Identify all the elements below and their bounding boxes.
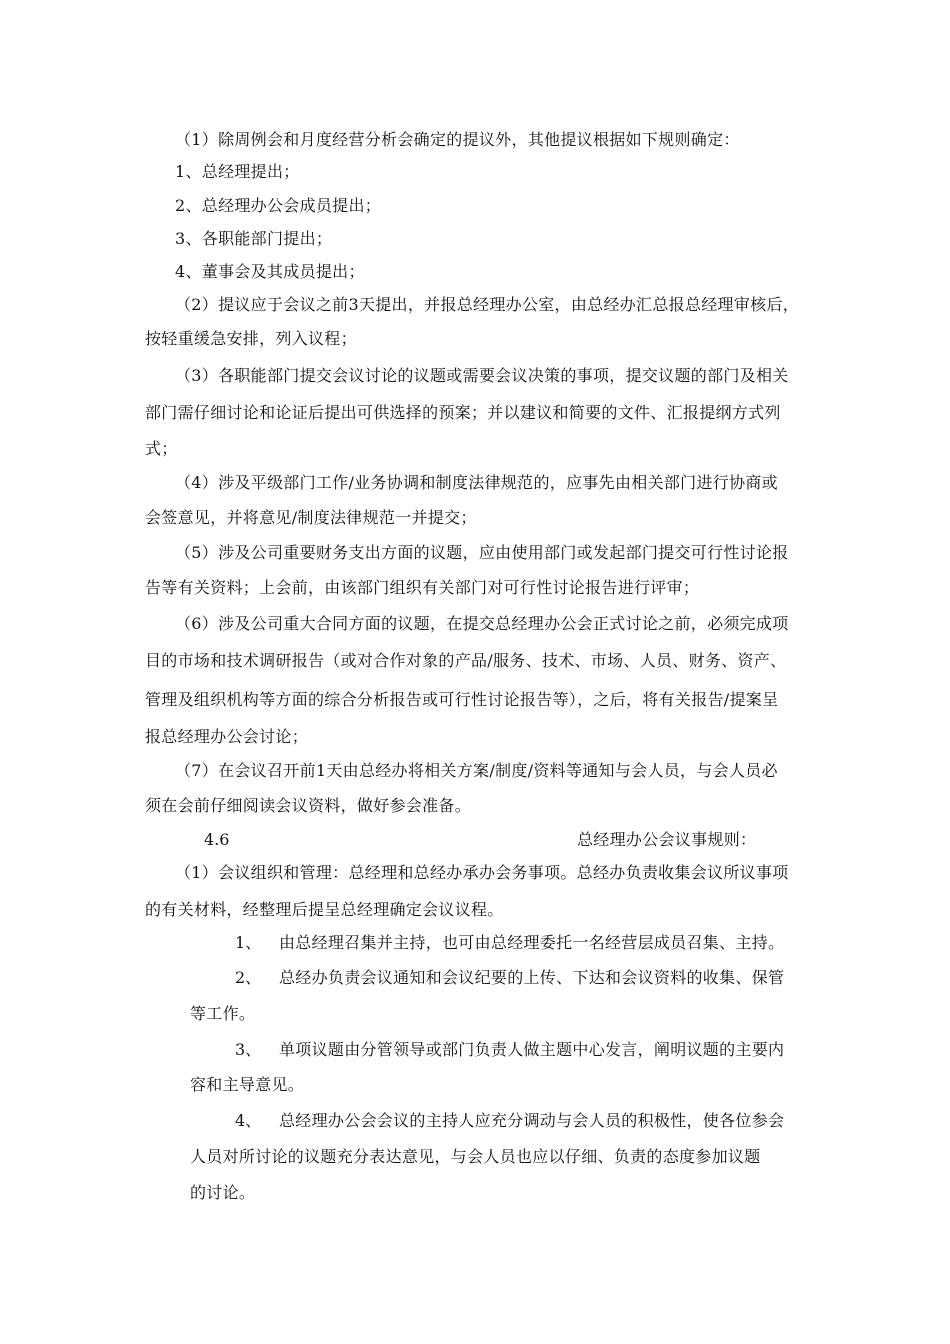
paragraph-line: （4）涉及平级部门工作/业务协调和制度法律规范的，应事先由相关部门进行协商或	[175, 473, 778, 492]
paragraph-line: 告等有关资料；上会前，由该部门组织有关部门对可行性讨论报告进行评审；	[145, 578, 700, 597]
list-item-number: 3、	[235, 1040, 262, 1059]
paragraph-line: 式；	[145, 439, 178, 458]
paragraph-line: 会签意见，并将意见/制度法律规范一并提交；	[145, 508, 477, 527]
paragraph-line: 管理及组织机构等方面的综合分析报告或可行性讨论报告等），之后，将有关报告/提案呈	[145, 690, 779, 709]
list-item-line: 人员对所讨论的议题充分表达意见，与会人员也应以仔细、负责的态度参加议题	[190, 1147, 761, 1166]
paragraph-line: 4、董事会及其成员提出；	[175, 262, 365, 281]
paragraph-line: 报总经理办公会讨论；	[145, 727, 309, 746]
paragraph-line: 目的市场和技术调研报告（或对合作对象的产品/服务、技术、市场、人员、财务、资产、	[145, 651, 787, 670]
list-item-number: 1、	[235, 933, 262, 952]
paragraph-line: （7）在会议召开前1天由总经办将相关方案/制度/资料等通知与会人员，与会人员必	[175, 761, 778, 780]
list-item-line: 由总经理召集并主持，也可由总经理委托一名经营层成员召集、主持。	[279, 933, 785, 952]
list-item-line: 单项议题由分管领导或部门负责人做主题中心发言，阐明议题的主要内	[279, 1040, 785, 1059]
paragraph-line: 的有关材料，经整理后提呈总经理确定会议议程。	[145, 900, 504, 919]
section-title: 总经理办公会议事规则：	[577, 830, 757, 849]
paragraph-line: （2）提议应于会议之前3天提出，并报总经理办公室，由总经办汇总报总经理审核后，	[175, 295, 800, 314]
paragraph-line: 须在会前仔细阅读会议资料，做好参会准备。	[145, 796, 472, 815]
paragraph-line: 按轻重缓急安排，列入议程；	[145, 329, 357, 348]
paragraph-line: （1）除周例会和月度经营分析会确定的提议外，其他提议根据如下规则确定：	[175, 130, 740, 149]
paragraph-line: 2、总经理办公会成员提出；	[175, 196, 382, 215]
section-number: 4.6	[204, 830, 230, 849]
paragraph-line: 部门需仔细讨论和论证后提出可供选择的预案；并以建议和简要的文件、汇报提纲方式列	[145, 403, 781, 422]
paragraph-line: （3）各职能部门提交会议讨论的议题或需要会议决策的事项，提交议题的部门及相关	[175, 366, 789, 385]
list-item-number: 4、	[235, 1111, 262, 1130]
list-item-line: 容和主导意见。	[190, 1075, 305, 1094]
list-item-line: 总经办负责会议通知和会议纪要的上传、下达和会议资料的收集、保管	[279, 968, 785, 987]
list-item-line: 等工作。	[190, 1004, 256, 1023]
paragraph-line: （6）涉及公司重大合同方面的议题，在提交总经理办公会正式讨论之前，必须完成项	[175, 614, 789, 633]
list-item-line: 的讨论。	[190, 1183, 256, 1202]
paragraph-line: （5）涉及公司重要财务支出方面的议题，应由使用部门或发起部门提交可行性讨论报	[175, 543, 789, 562]
paragraph-line: （1）会议组织和管理：总经理和总经办承办会务事项。总经办负责收集会议所议事项	[175, 863, 789, 882]
list-item-number: 2、	[235, 968, 262, 987]
list-item-line: 总经理办公会会议的主持人应充分调动与会人员的积极性，使各位参会	[279, 1111, 785, 1130]
paragraph-line: 1、总经理提出；	[175, 162, 300, 181]
paragraph-line: 3、各职能部门提出；	[175, 229, 333, 248]
